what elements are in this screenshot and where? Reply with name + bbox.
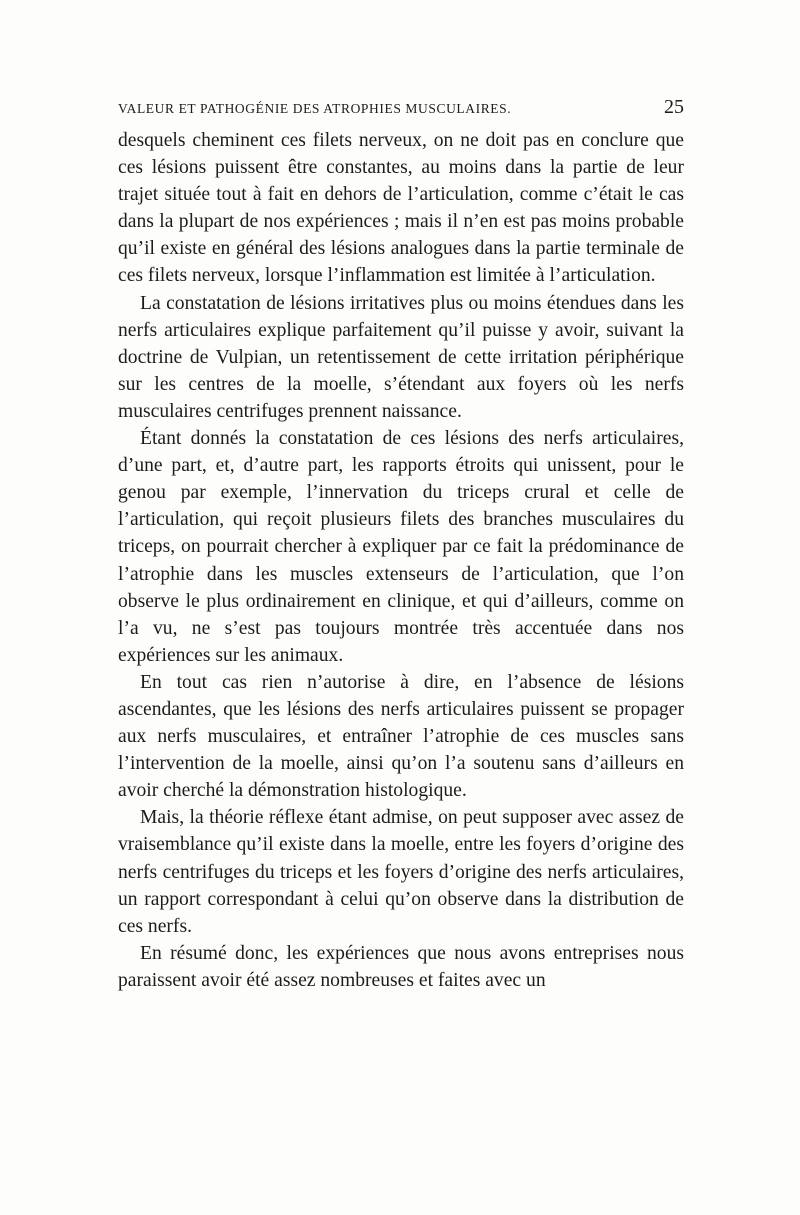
paragraph-2: La constatation de lésions irritatives plus ou moins étendues dans les nerfs articulaires explique parfaitement qu’il puisse y avoir, suivant la doctrine de Vulpian, un retentissement de cette irritation périphérique sur les centres de la moelle, s’étendant aux foyers où les nerfs musculaires centrifuges prennent naissance. (118, 292, 684, 422)
page-number: 25 (664, 96, 684, 118)
text-body (118, 127, 684, 994)
running-head: VALEUR ET PATHOGÉNIE DES ATROPHIES MUSCULAIRES. (118, 101, 512, 116)
paragraph-4: En tout cas rien n’autorise à dire, en l’absence de lésions ascendantes, que les lésions des nerfs articulaires puissent se propager aux nerfs musculaires, et entraîner l’atrophie de ces muscles sans l’intervention de la moelle, ainsi qu’on l’a soutenu sans d’ailleurs en avoir cherché la démonstration histologique. (118, 671, 684, 802)
page-header (118, 96, 684, 122)
paragraph-6: En résumé donc, les expériences que nous avons entreprises nous paraissent avoir été assez nombreuses et faites avec un (118, 942, 684, 991)
paragraph-1: desquels cheminent ces filets nerveux, on ne doit pas en conclure que ces lésions puissent être constantes, au moins dans la partie de leur trajet située tout à fait en dehors de l’articulation, comme c’était le cas dans la plupart de nos expériences ; mais il n’en est pas moins probable qu’il existe en général des lésions analogues dans la partie terminale de ces filets nerveux, lorsque l’inflammation est limitée à l’articulation. (118, 130, 684, 287)
paragraph-3: Étant donnés la constatation de ces lésions des nerfs articulaires, d’une part, et, d’autre part, les rapports étroits qui unissent, pour le genou par exemple, l’innervation du triceps crural et celle de l’articulation, qui reçoit plusieurs filets des branches musculaires du triceps, on pourrait chercher à expliquer par ce fait la prédominance de l’atrophie dans les muscles extenseurs de l’articulation, que l’on observe le plus ordinairement en clinique, et qui d’ailleurs, comme on l’a vu, ne s’est pas toujours montrée très accentuée dans nos expériences sur les animaux. (118, 428, 684, 666)
paragraph-5: Mais, la théorie réflexe étant admise, on peut supposer avec assez de vraisemblance qu’il existe dans la moelle, entre les foyers d’origine des nerfs centrifuges du triceps et les foyers d’origine des nerfs articulaires, un rapport correspondant à celui qu’on observe dans la distribution de ces nerfs. (118, 807, 684, 937)
